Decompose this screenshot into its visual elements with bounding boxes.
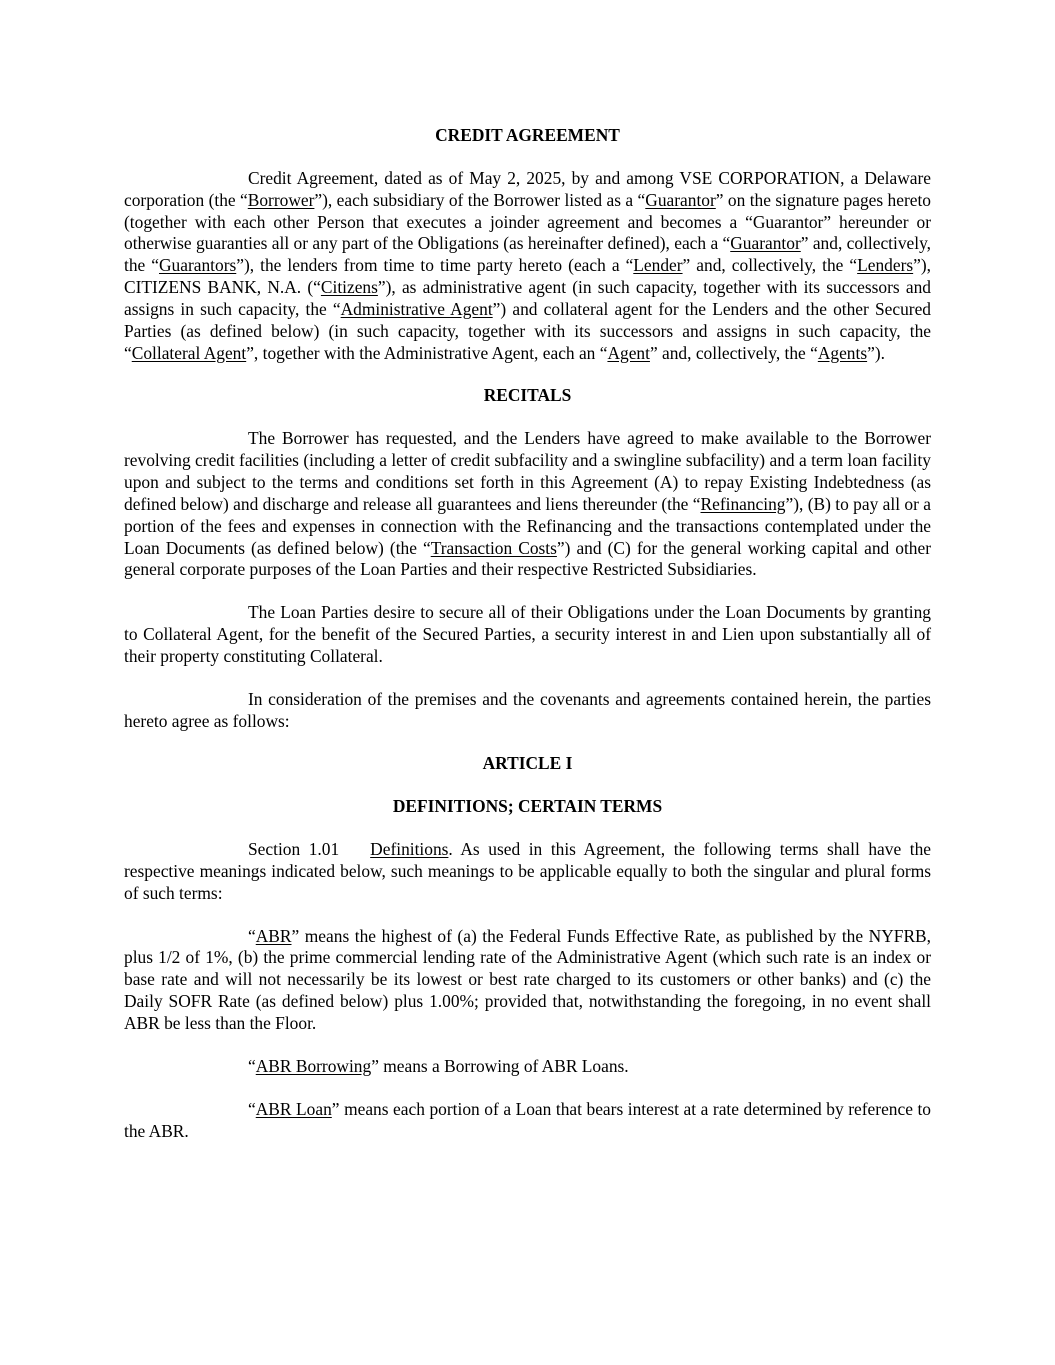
quote-open: “ (248, 925, 256, 946)
defined-term-agents: Agents (817, 342, 868, 363)
intro-text: ”), as administrative agent (in such capacity, together with its successors and assigns in such capacity, the “ (124, 277, 931, 319)
intro-text: ”), CITIZENS BANK, N.A. (“ (124, 255, 932, 298)
defined-term-borrower: Borrower (247, 189, 315, 210)
defined-term-agent: Agent (607, 342, 650, 363)
intro-text: ”), the lenders from time to time party hereto (each a “ (236, 255, 634, 276)
section-paragraph (124, 839, 931, 905)
intro-text: ” and, collectively, the “ (124, 233, 931, 276)
intro-text: ” and, collectively, the “ (649, 342, 818, 363)
intro-text: ”), each subsidiary of the Borrower listed as a “ (314, 189, 646, 210)
intro-text: ” and, collectively, the “ (682, 255, 858, 276)
recital-paragraph: The Loan Parties desire to secure all of their Obligations under the Loan Documents by granting to Collateral Agent, for the benefit of the Secured Parties, a security interest in and Lien upon substantially all of their property constituting Collateral. (124, 602, 931, 666)
document-page (124, 125, 931, 1142)
defined-term-guarantor: Guarantor (730, 233, 801, 254)
defined-term-citizens: Citizens (320, 277, 378, 298)
article-title: DEFINITIONS; CERTAIN TERMS (392, 796, 663, 817)
recitals-heading: RECITALS (483, 385, 572, 406)
definition-text: ” means each portion of a Loan that bears interest at a rate determined by reference to the ABR. (124, 1098, 932, 1141)
quote-open: “ (248, 1098, 256, 1119)
quote-open: “ (248, 1055, 256, 1076)
defined-term-abr-loan: ABR Loan (255, 1098, 332, 1119)
defined-term-abr-borrowing: ABR Borrowing (255, 1055, 372, 1076)
article-heading: ARTICLE I (482, 753, 573, 774)
intro-text: ”) and collateral agent for the Lenders and the other Secured Parties (as defined below) (in such capacity, together with its successors and assigns in such capacity, the “ (124, 298, 931, 363)
defined-term-guarantor: Guarantor (645, 189, 716, 210)
section-number: Section 1.01 (248, 839, 340, 860)
intro-text: Credit Agreement, dated as of May 2, 2025, by and among VSE CORPORATION, a Delaware corporation (the “ (124, 167, 931, 210)
recital-paragraph (124, 428, 931, 581)
definition-text: ” means a Borrowing of ABR Loans. (371, 1055, 629, 1076)
recital-paragraph: In consideration of the premises and the covenants and agreements contained herein, the parties hereto agree as follows: (124, 688, 931, 731)
document-title: CREDIT AGREEMENT (435, 125, 620, 145)
section-title: Definitions (370, 839, 449, 860)
definition-paragraph (124, 926, 931, 1035)
definition-paragraph (124, 1099, 931, 1143)
recital-text: ”) and (C) for the general working capital and other general corporate purposes of the Loan Parties and their respective Restricted Subsidiaries. (124, 537, 931, 580)
intro-paragraph (124, 168, 931, 365)
definition-text: ” means the highest of (a) the Federal Funds Effective Rate, as published by the NYFRB, plus 1/2 of 1%, (b) the prime commercial lending rate of the Administrative Agent (which such rate is an index or base rate and will not necessarily be its lowest or best rate charged to its customers or other banks) and (c) the Daily SOFR Rate (as defined below) plus 1.00%; provided that, notwithstanding the foregoing, in no event shall ABR be less than the Floor. (124, 925, 931, 1033)
definition-paragraph (124, 1056, 931, 1078)
section-text: . As used in this Agreement, the following terms shall have the respective meanings indicated below, such meanings to be applicable equally to both the singular and plural forms of such terms: (124, 839, 931, 903)
defined-term-administrative-agent: Administrative Agent (340, 298, 493, 319)
intro-text: ”, together with the Administrative Agent, each an “ (246, 342, 608, 363)
defined-term-lenders: Lenders (857, 255, 914, 276)
defined-term-guarantors: Guarantors (159, 255, 237, 276)
recital-text: ”), (B) to pay all or a portion of the fees and expenses in connection with the Refinancing and the transactions contemplated under the Loan Documents (as defined below) (the “ (124, 493, 931, 558)
intro-text: ”). (867, 342, 885, 363)
defined-term-lender: Lender (633, 255, 683, 276)
defined-term-transaction-costs: Transaction Costs (430, 537, 557, 558)
recital-text: The Borrower has requested, and the Lenders have agreed to make available to the Borrower revolving credit facilities (including a letter of credit subfacility and a swingline subfacility) and a term loan facility upon and subject to the terms and conditions set forth in this Agreement (A) to repay Existing Indebtedness (as defined below) and discharge and release all guarantees and liens thereunder (the “ (124, 428, 931, 514)
defined-term-collateral-agent: Collateral Agent (131, 342, 247, 363)
defined-term-abr: ABR (255, 925, 292, 946)
intro-text: ” on the signature pages hereto (together with each other Person that executes a joinder agreement and becomes a “Guarantor” hereunder or otherwise guaranties all or any part of the Obligations (as hereinafter defined), each a “ (124, 189, 931, 254)
defined-term-refinancing: Refinancing (700, 493, 786, 514)
